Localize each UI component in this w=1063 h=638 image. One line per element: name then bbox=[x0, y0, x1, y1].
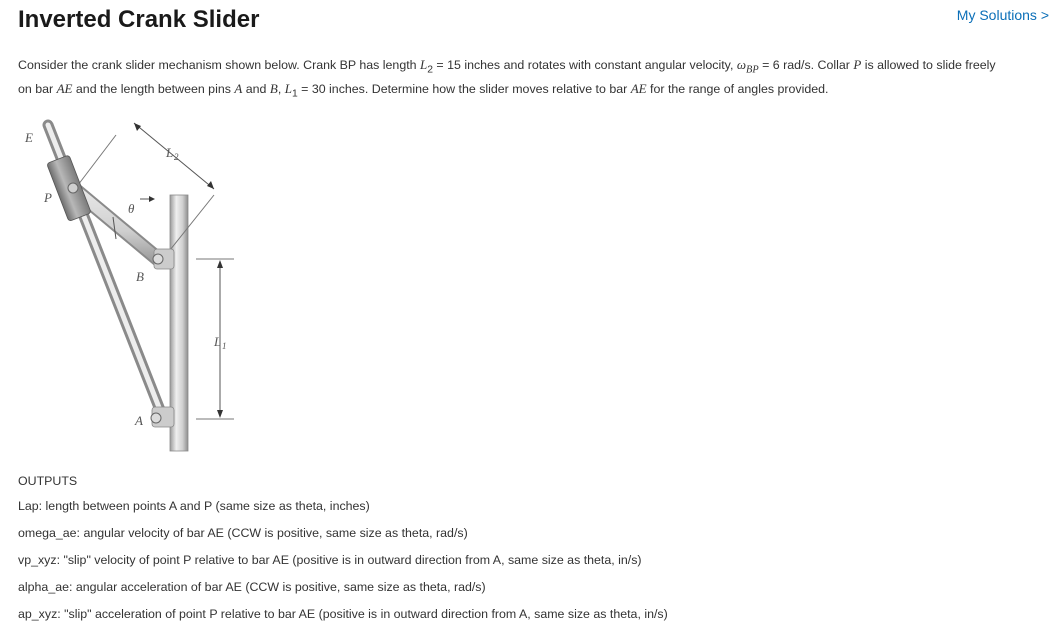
desc-text-3: = 6 rad/s. Collar bbox=[758, 58, 854, 72]
omega-symbol: ω bbox=[736, 57, 747, 72]
output-item-vp-xyz: vp_xyz: "slip" velocity of point P relative to bar AE (positive is in outward direction from A, same size as theta, in/s) bbox=[18, 553, 642, 567]
l2-symbol: L bbox=[419, 57, 428, 72]
output-item-ap-xyz: ap_xyz: "slip" acceleration of point P relative to bar AE (positive is in outward direction from A, same size as theta, in/s) bbox=[18, 607, 668, 621]
l2-arrowhead-bottom bbox=[207, 181, 214, 189]
bar-ae-symbol: AE bbox=[56, 81, 73, 97]
desc-text-2: = 15 inches and rotates with constant angular velocity, bbox=[432, 58, 737, 72]
outputs-section bbox=[18, 474, 1048, 632]
page-title: Inverted Crank Slider bbox=[18, 6, 260, 33]
desc-text-4: is allowed to slide freely bbox=[861, 58, 996, 72]
pin-p bbox=[68, 183, 78, 193]
label-l1-subscript: 1 bbox=[222, 341, 227, 351]
desc-text-7: and bbox=[242, 82, 270, 97]
label-l1: L bbox=[214, 334, 222, 349]
l1-symbol: L bbox=[284, 81, 292, 97]
pin-a bbox=[151, 413, 161, 423]
theta-arrowhead bbox=[149, 196, 155, 202]
pin-a-symbol: A bbox=[234, 81, 243, 97]
label-b: B bbox=[136, 269, 144, 284]
my-solutions-link[interactable]: My Solutions > bbox=[956, 7, 1049, 23]
l1-subscript: 1 bbox=[291, 88, 298, 100]
omega-subscript: BP bbox=[746, 64, 759, 76]
l2-arrowhead-top bbox=[134, 123, 141, 131]
pin-b-symbol: B bbox=[269, 81, 278, 97]
output-item-alpha-ae: alpha_ae: angular acceleration of bar AE (CCW is positive, same size as theta, rad/s) bbox=[18, 580, 486, 594]
label-a: A bbox=[135, 413, 143, 428]
desc-text-9: = 30 inches. Determine how the slider moves relative to bar bbox=[297, 82, 631, 97]
desc-text-8: , bbox=[277, 82, 285, 97]
l2-subscript: 2 bbox=[427, 64, 433, 76]
label-e: E bbox=[25, 130, 33, 145]
label-l2-subscript: 2 bbox=[174, 152, 179, 162]
label-l2: L bbox=[166, 145, 174, 160]
label-theta: θ bbox=[128, 201, 135, 216]
outputs-heading: OUTPUTS bbox=[18, 474, 78, 488]
mechanism-figure bbox=[18, 113, 248, 458]
l1-arrowhead-top bbox=[217, 260, 223, 268]
bar-ae-symbol-2: AE bbox=[630, 81, 647, 97]
label-p: P bbox=[44, 190, 52, 205]
collar-p-symbol: P bbox=[853, 57, 862, 72]
desc-text-6: and the length between pins bbox=[72, 82, 235, 97]
output-item-omega-ae: omega_ae: angular velocity of bar AE (CCW is positive, same size as theta, rad/s) bbox=[18, 526, 468, 540]
desc-text-1: Consider the crank slider mechanism shown below. Crank BP has length bbox=[18, 58, 420, 72]
l2-dimension-line bbox=[78, 135, 116, 185]
desc-text-10: for the range of angles provided. bbox=[646, 82, 829, 97]
pin-b bbox=[153, 254, 163, 264]
output-item-lap: Lap: length between points A and P (same size as theta, inches) bbox=[18, 499, 370, 513]
desc-text-5: on bar bbox=[18, 82, 57, 97]
l1-arrowhead-bottom bbox=[217, 410, 223, 418]
problem-description bbox=[18, 55, 1038, 104]
